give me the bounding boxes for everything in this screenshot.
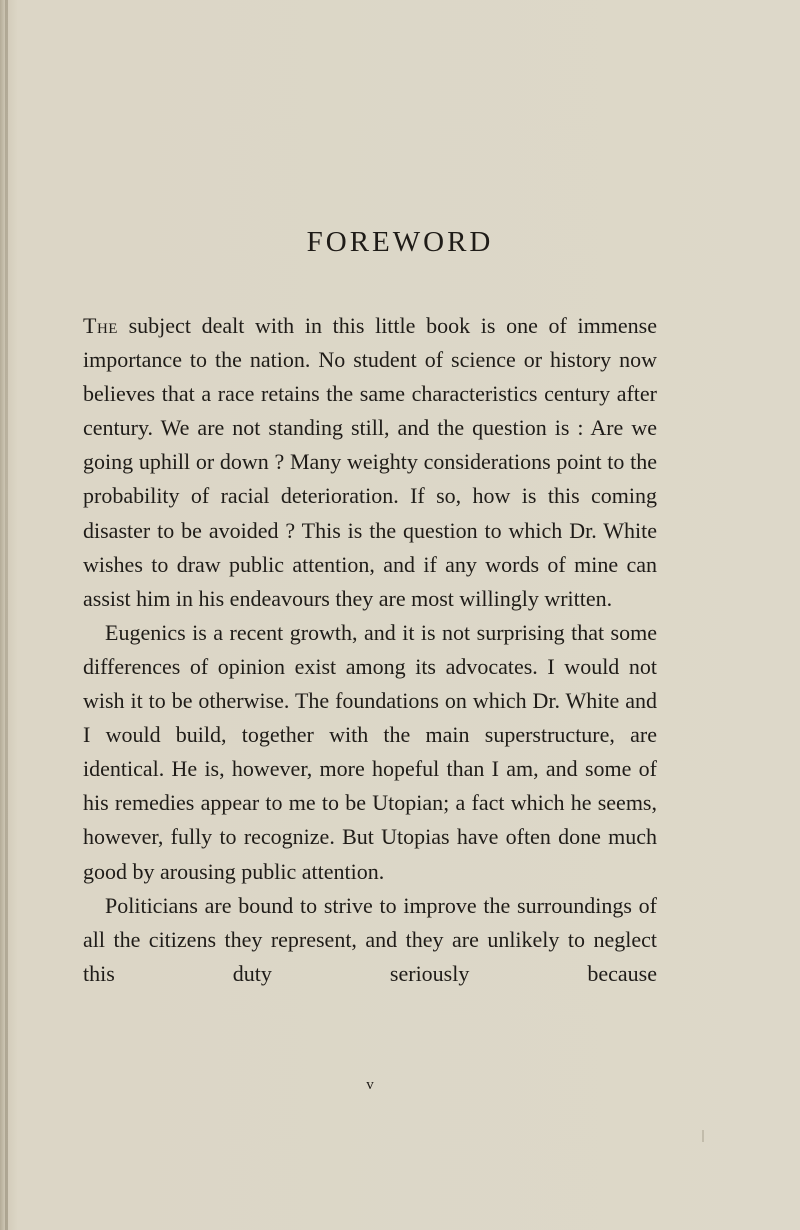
body-text (83, 309, 657, 991)
page-number: v (366, 1077, 374, 1093)
page-title: FOREWORD (306, 226, 494, 258)
paragraph-1 (83, 309, 657, 616)
paragraph-1-lead-word: The (83, 313, 118, 338)
page-spine-shadow (5, 0, 8, 1230)
paragraph-2: Eugenics is a recent growth, and it is not surprising that some differences of opinion exist among its advocates. I would not wish it to be otherwise. The foundations on which Dr. White and I would build, together with the main superstructure, are identical. He is, however, more hopeful than I am, and some of his remedies appear to me to be Utopian; a fact which he seems, however, fully to recognize. But Utopias have often done much good by arousing public attention. (83, 619, 657, 884)
paper-speck (702, 1130, 704, 1142)
paragraph-3: Politicians are bound to strive to improve the surroundings of all the citizens they represent, and they are unlikely to neglect this duty seriously because (83, 892, 657, 986)
paragraph-1-text: subject dealt with in this little book is one of immense importance to the nation. No student of science or history now believes that a race retains the same characteristics century after century. We are not standing still, and the question is : Are we going uphill or down ? Many weighty considerations point to the probability of racial deterioration. If so, how is this coming disaster to be avoided ? This is the question to which Dr. White wishes to draw public attention, and if any words of mine can assist him in his endeavours they are most willingly written. (83, 313, 657, 611)
